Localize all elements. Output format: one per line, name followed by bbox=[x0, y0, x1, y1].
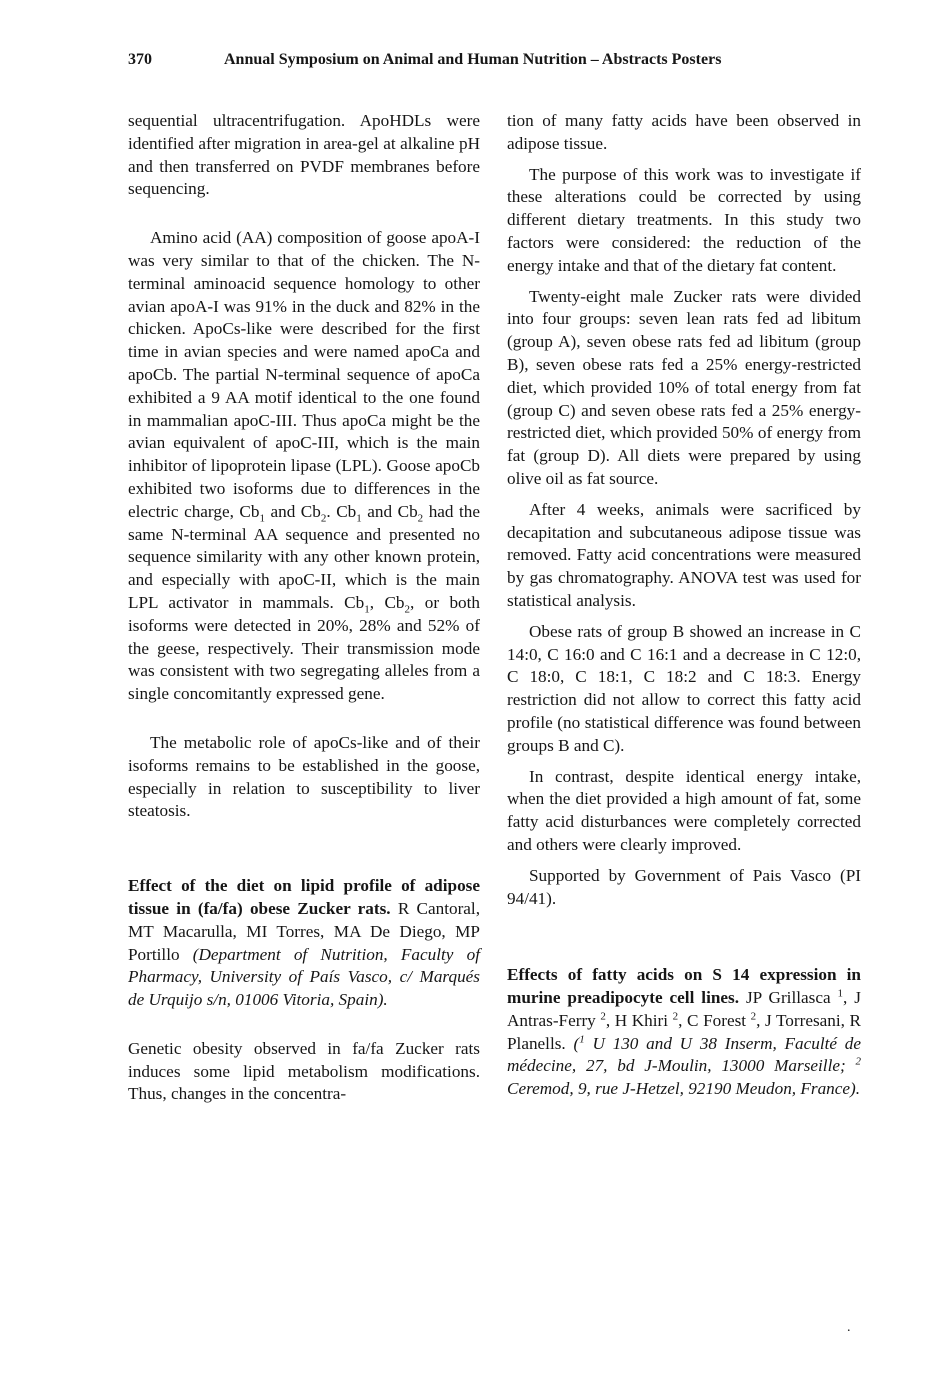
paragraph: After 4 weeks, animals were sacrificed by decapitation and subcutaneous adipose tissue was removed. Fatty acid concentrations were measured by gas chromatography. ANOVA test was used for statistical analysis. bbox=[507, 499, 861, 610]
running-title: Annual Symposium on Animal and Human Nutrition – Abstracts Posters bbox=[224, 51, 722, 68]
paragraph: Twenty-eight male Zucker rats were divided into four groups: seven lean rats fed ad libitum (group A), seven obese rats fed ad libitum (group B), seven obese rats fed a 25% energy-restricted diet, which provided 10% of total energy from fat (group C) and seven obese rats fed a 25% energy-restricted diet, which provided 50% of energy from fat (group D). All diets were prepared by using olive oil as fat source. bbox=[507, 286, 861, 488]
abstract-title: Effect of the diet on lipid profile of adipose tissue in (fa/fa) obese Zucker rats. bbox=[128, 876, 480, 918]
abstract-affiliation: (Department of Nutrition, Faculty of Pharmacy, University of País Vasco, c/ Marqués de Urquijo s/n, 01006 Vitoria, Spain). bbox=[128, 944, 480, 1010]
page-number: 370 bbox=[128, 51, 152, 68]
paragraph: The purpose of this work was to investigate if these alterations could be corrected by using different dietary treatments. In this study two factors were considered: the reduction of the energy intake and that of the dietary fat content. bbox=[507, 164, 861, 275]
paragraph: The metabolic role of apoCs-like and of their isoforms remains to be established in the goose, especially in relation to susceptibility to liver steatosis. bbox=[128, 732, 480, 821]
abstract-authors: R Cantoral, MT Macarulla, MI Torres, MA De Diego, MP Portillo bbox=[128, 898, 480, 964]
abstract-title: Effects of fatty acids on S 14 expression in murine preadipocyte cell lines. bbox=[507, 965, 861, 1008]
paragraph: Amino acid (AA) composition of goose apoA-I was very similar to that of the chicken. The N-terminal aminoacid sequence homology to other avian apoA-I was 91% in the duck and 82% in the chicken. ApoCs-like were described for the first time in avian species and were named apoCa and apoCb. The partial N-terminal sequence of apoCa exhibited a 9 AA motif identical to the one found in mammalian apoC-III. Thus apoCa might be the avian equivalent of apoC-III, which is the main inhibitor of lipoprotein lipase (LPL). Goose apoCb exhibited two isoforms due to differences in the electric charge, $Cb_1$ and $Cb_2$. $Cb_1$ and $Cb_2$ had the same N-terminal AA sequence and presented no sequence similarity with any other known protein, and especially with apoC-II, which is the main LPL activator in mammals. $Cb_1$, $Cb_2$, or both isoforms were detected in 20%, 28% and 52% of the geese, respectively. Their transmission mode was consistent with two segregating alleles from a single concomitantly expressed gene. bbox=[128, 228, 481, 704]
right-column bbox=[507, 110, 861, 1101]
paragraph: Genetic obesity observed in fa/fa Zucker rats induces some lipid metabolism modifications. Thus, changes in the concentra- bbox=[128, 1038, 480, 1104]
paragraph: In contrast, despite identical energy intake, when the diet provided a high amount of fat, some fatty acid disturbances were completely corrected and others were clearly improved. bbox=[507, 766, 861, 854]
paragraph: sequential ultracentrifugation. ApoHDLs were identified after migration in area-gel at alkaline pH and then transferred on PVDF membranes before sequencing. bbox=[128, 111, 480, 199]
abstract-affiliation: ($^1$ U 130 and U 38 Inserm, Faculté de médecine, 27, bd J-Moulin, 13000 Marseille; $^2$ Ceremod, 9, rue J-Hetzel, 92190 Meudon, France). bbox=[507, 1032, 861, 1099]
stray-mark: . bbox=[847, 1320, 851, 1335]
abstract-heading bbox=[128, 875, 480, 1012]
left-column bbox=[128, 110, 480, 1106]
paragraph: Obese rats of group B showed an increase in C 14:0, C 16:0 and C 16:1 and a decrease in C 12:0, C 18:0, C 18:1, C 18:2 and C 18:3. Energy restriction did not allow to correct this fatty acid profile (no statistical difference was found between groups B and C). bbox=[507, 621, 861, 755]
paragraph: Supported by Government of Pais Vasco (PI 94/41). bbox=[507, 865, 861, 908]
paragraph: tion of many fatty acids have been observed in adipose tissue. bbox=[507, 111, 861, 153]
abstract-heading: Effects of fatty acids on S 14 expression in murine preadipocyte cell lines. JP Grillasca $^1$, J Antras-Ferry $^2$, H Khiri $^2$, C Forest $^2$, J Torresani, R Planells. ($^1$ U 130 and U 38 Inserm, Faculté de médecine, 27, bd J-Moulin, 13000 Marseille; $^2$ Ceremod, 9, rue J-Hetzel, 92190 Meudon, France). bbox=[507, 965, 861, 1099]
